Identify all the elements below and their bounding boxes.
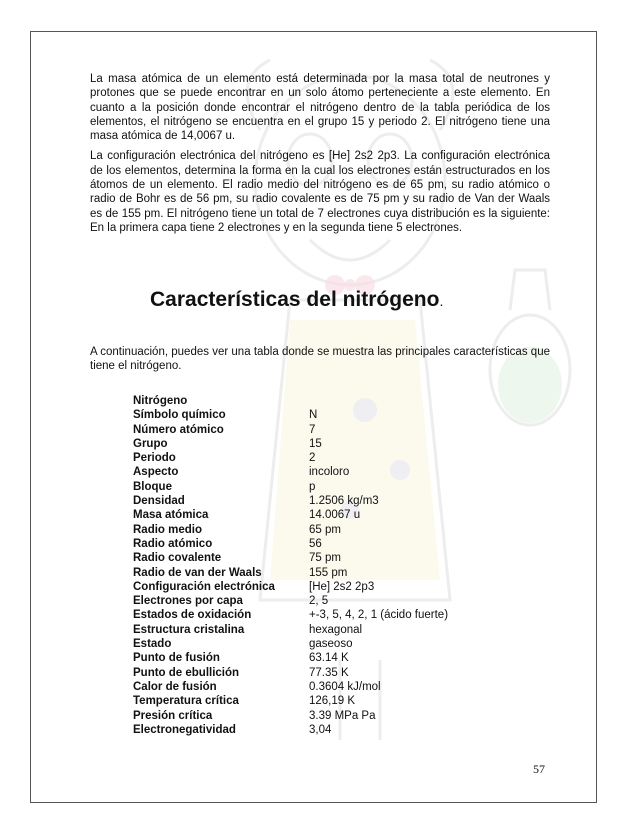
property-value: +-3, 5, 4, 2, 1 (ácido fuerte)	[309, 609, 449, 622]
table-row	[133, 423, 529, 437]
property-name: Símbolo químico	[133, 409, 226, 422]
property-name: Aspecto	[133, 466, 179, 479]
properties-table	[133, 394, 529, 737]
table-row	[133, 651, 529, 665]
section-title	[150, 288, 443, 312]
property-name: Número atómico	[133, 423, 224, 436]
property-name: Presión crítica	[133, 709, 213, 722]
property-name: Estado	[133, 638, 172, 651]
property-value: 56	[309, 537, 322, 550]
table-row	[133, 666, 529, 680]
table-row	[133, 537, 529, 551]
table-row	[133, 594, 529, 608]
property-value: [He] 2s2 2p3	[309, 580, 375, 593]
table-row	[133, 551, 529, 565]
intro-paragraph: A continuación, puedes ver una tabla donde se muestra las principales características que tiene el nitrógeno.	[90, 346, 550, 373]
table-row	[133, 480, 529, 494]
property-name: Configuración electrónica	[133, 580, 275, 593]
property-name: Temperatura crítica	[133, 695, 239, 708]
property-name: Grupo	[133, 437, 168, 450]
property-value: p	[309, 480, 316, 493]
paragraph-electron-configuration: La configuración electrónica del nitrógeno es [He] 2s2 2p3. La configuración electrónica de los elementos, determina la forma en la cual los electrones están estructurados en los átomos de un elemento. El radio medio del nitrógeno es de 65 pm, su radio atómico o radio de Bohr es de 56 pm, su radio covalente es de 75 pm y su radio de Van der Waals es de 155 pm. El nitrógeno tiene un total de 7 electrones cuya distribución es la siguiente: En la primera capa tiene 2 electrones y en la segunda tiene 5 electrones.	[90, 150, 550, 234]
table-row	[133, 580, 529, 594]
property-value: incoloro	[309, 466, 350, 479]
table-row	[133, 408, 529, 422]
property-name: Densidad	[133, 495, 185, 508]
table-row	[133, 694, 529, 708]
property-name: Radio medio	[133, 523, 203, 536]
paragraph-atomic-mass: La masa atómica de un elemento está determinada por la masa total de neutrones y protones que se puede encontrar en un solo átomo perteneciente a este elemento. En cuanto a la posición donde encontrar el nitrógeno dentro de la tabla periódica de los elementos, el nitrógeno se encuentra en el grupo 15 y periodo 2. El nitrógeno tiene una masa atómica de 14,0067 u.	[90, 73, 550, 143]
property-value: 2, 5	[309, 595, 329, 608]
table-row	[133, 508, 529, 522]
property-value: 75 pm	[309, 552, 341, 565]
property-name: Electrones por capa	[133, 595, 243, 608]
property-name: Radio de van der Waals	[133, 566, 262, 579]
property-name: Masa atómica	[133, 509, 209, 522]
property-name: Periodo	[133, 452, 176, 465]
property-name: Estructura cristalina	[133, 623, 245, 636]
table-row	[133, 465, 529, 479]
body-text	[90, 72, 550, 241]
property-value: gaseoso	[309, 638, 353, 651]
table-row	[133, 637, 529, 651]
table-row	[133, 566, 529, 580]
page-number: 57	[533, 762, 545, 776]
property-value: 155 pm	[309, 566, 348, 579]
property-value: hexagonal	[309, 623, 363, 636]
property-name: Punto de ebullición	[133, 666, 240, 679]
table-row	[133, 709, 529, 723]
property-value: 77.35 K	[309, 666, 349, 679]
property-value: 1.2506 kg/m3	[309, 495, 379, 508]
property-name: Bloque	[133, 480, 172, 493]
table-row	[133, 437, 529, 451]
property-name: Calor de fusión	[133, 680, 217, 693]
table-header: Nitrógeno	[133, 395, 188, 407]
table-row	[133, 723, 529, 737]
table-row	[133, 523, 529, 537]
table-row	[133, 680, 529, 694]
section-title-text: Características del nitrógeno	[150, 288, 440, 311]
property-value: N	[309, 409, 318, 422]
property-value: 15	[309, 437, 322, 450]
property-name: Radio covalente	[133, 552, 222, 565]
property-value: 0.3604 kJ/mol	[309, 680, 381, 693]
table-row	[133, 494, 529, 508]
table-row	[133, 623, 529, 637]
property-value: 65 pm	[309, 523, 341, 536]
section-title-dot: .	[439, 293, 444, 309]
table-row	[133, 451, 529, 465]
property-name: Estados de oxidación	[133, 609, 252, 622]
property-name: Punto de fusión	[133, 652, 220, 665]
property-value: 3.39 MPa Pa	[309, 709, 376, 722]
property-value: 14.0067 u	[309, 509, 361, 522]
table-header-row	[133, 394, 529, 408]
property-value: 7	[309, 423, 316, 436]
table-row	[133, 608, 529, 622]
property-name: Electronegatividad	[133, 723, 236, 736]
property-value: 126,19 K	[309, 695, 356, 708]
property-value: 63.14 K	[309, 652, 349, 665]
property-value: 2	[309, 452, 316, 465]
property-name: Radio atómico	[133, 537, 213, 550]
property-value: 3,04	[309, 723, 332, 736]
